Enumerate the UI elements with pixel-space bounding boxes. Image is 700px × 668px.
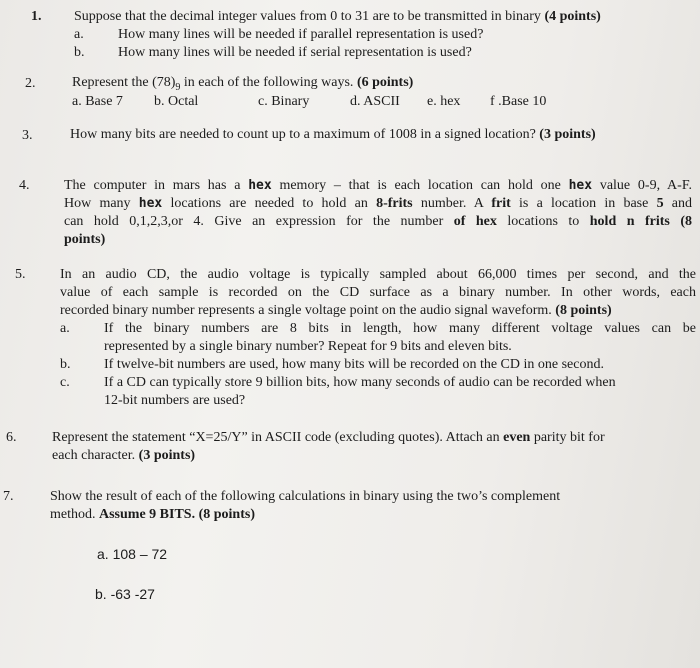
q7-line-1: Show the result of each of the following calculations in binary using the two’s complement bbox=[50, 489, 561, 504]
q4-l1-b: memory – that is each location can hold one bbox=[271, 178, 569, 193]
q2-number: 2. bbox=[25, 76, 36, 91]
q4-line-2 bbox=[64, 195, 692, 213]
q2-option-a: a. Base 7 bbox=[72, 94, 123, 109]
q4-l1-a: The computer in mars has a bbox=[64, 178, 249, 193]
q5-part-c bbox=[60, 374, 696, 410]
q4-l2-b: locations are needed to hold an bbox=[162, 196, 377, 211]
q2-option-c: c. Binary bbox=[258, 94, 310, 109]
q2-option-b: b. Octal bbox=[154, 94, 199, 109]
q4-base-five: 5 bbox=[656, 196, 664, 211]
q5-b-text: If twelve-bit numbers are used, how many bits will be recorded on the CD in one second. bbox=[104, 357, 604, 372]
q6-line-1 bbox=[52, 429, 605, 447]
q4-l3-b: locations to bbox=[496, 214, 590, 229]
q4-frits-term: 8-frits bbox=[376, 196, 413, 211]
q2-options bbox=[72, 93, 672, 111]
q1-b-text: How many lines will be needed if serial representation is used? bbox=[118, 45, 472, 60]
q5-c-label: c. bbox=[60, 375, 70, 390]
q6-points: (3 points) bbox=[138, 448, 196, 463]
q4-l2-e: and bbox=[663, 196, 692, 211]
q1-part-a bbox=[74, 26, 601, 44]
q7-block bbox=[50, 488, 560, 524]
q5-b-label: b. bbox=[60, 357, 71, 372]
q4-hex-term-3: hex bbox=[138, 196, 163, 211]
q1-text: Suppose that the decimal integer values from 0 to 31 are to be transmitted in binary bbox=[74, 9, 545, 24]
q5-block bbox=[60, 266, 696, 410]
q3-points: (3 points) bbox=[539, 127, 596, 142]
q4-hex-term-1: hex bbox=[248, 178, 272, 193]
q5-a-label: a. bbox=[60, 321, 70, 336]
q4-l2-a: How many bbox=[64, 196, 139, 211]
q7-l2-a: method. bbox=[50, 507, 99, 522]
q2-points: (6 points) bbox=[356, 75, 414, 90]
q5-a-line-2: represented by a single binary number? Repeat for 9 bits and eleven bits. bbox=[104, 339, 512, 354]
q5-l3-a: recorded binary number represents a single voltage point on the audio signal waveform. bbox=[60, 303, 556, 318]
q4-l3-a: can hold 0,1,2,3,or 4. Give an expression for the number bbox=[64, 214, 454, 229]
q4-line-1 bbox=[64, 177, 692, 195]
q5-line-3 bbox=[60, 302, 696, 320]
q4-number: 4. bbox=[19, 178, 30, 193]
q5-a-line-1: If the binary numbers are 8 bits in length, how many different voltage values can be bbox=[104, 321, 696, 336]
q4-block bbox=[64, 177, 692, 249]
q6-l1-a: Represent the statement “X=25/Y” in ASCII code (excluding quotes). Attach an bbox=[52, 430, 504, 445]
q1-part-b bbox=[74, 44, 601, 62]
q1-number: 1. bbox=[31, 9, 42, 24]
q1-prompt bbox=[74, 8, 601, 26]
q4-hold-n-frits: hold n frits bbox=[589, 214, 670, 229]
q4-l1-c: value 0-9, A-F. bbox=[592, 178, 692, 193]
q2-option-f: f .Base 10 bbox=[490, 94, 547, 109]
q1-b-label: b. bbox=[74, 45, 85, 60]
q4-l3-c: (8 bbox=[669, 214, 692, 229]
q3-prompt bbox=[70, 126, 596, 144]
q4-l2-d: is a location in base bbox=[510, 196, 657, 211]
q4-frit-term: frit bbox=[491, 196, 511, 211]
q6-even-term: even bbox=[503, 430, 531, 445]
q4-hex-term-2: hex bbox=[568, 178, 593, 193]
q4-line-4 bbox=[64, 231, 692, 249]
q5-line-2: value of each sample is recorded on the CD surface as a binary number. In other words, each bbox=[60, 285, 696, 300]
q5-points: (8 points) bbox=[555, 303, 612, 318]
q2-text-post: in each of the following ways. bbox=[180, 75, 357, 90]
q2-text-pre: Represent the (78) bbox=[72, 75, 176, 90]
q2-subscript: 9 bbox=[175, 81, 181, 93]
q6-l2-a: each character. bbox=[52, 448, 139, 463]
q7-line-2 bbox=[50, 506, 560, 524]
q5-c-line-2: 12-bit numbers are used? bbox=[104, 393, 246, 408]
q5-part-a bbox=[60, 320, 696, 356]
q7-number: 7. bbox=[3, 489, 14, 504]
q7-assume-bits: Assume 9 BITS. (8 points) bbox=[99, 507, 255, 522]
q5-part-b bbox=[60, 356, 696, 374]
q1-block bbox=[74, 8, 601, 62]
q5-c-line-1: If a CD can typically store 9 billion bits, how many seconds of audio can be recorded when bbox=[104, 375, 616, 390]
q6-l1-b: parity bit for bbox=[530, 430, 605, 445]
q4-line-3 bbox=[64, 213, 692, 231]
q2-option-d: d. ASCII bbox=[350, 94, 400, 109]
q5-line-1: In an audio CD, the audio voltage is typically sampled about 66,000 times per second, and the bbox=[60, 267, 696, 282]
q1-points: (4 points) bbox=[544, 9, 601, 24]
q1-a-text: How many lines will be needed if parallel representation is used? bbox=[118, 27, 484, 42]
q6-line-2 bbox=[52, 447, 605, 465]
q6-number: 6. bbox=[6, 430, 17, 445]
q4-points-end: points) bbox=[64, 232, 106, 247]
q7-part-b: b. -63 -27 bbox=[95, 586, 155, 602]
q6-block bbox=[52, 429, 605, 465]
q4-l2-c: number. A bbox=[412, 196, 492, 211]
q2-option-e: e. hex bbox=[427, 94, 461, 109]
q1-a-label: a. bbox=[74, 27, 84, 42]
q3-number: 3. bbox=[22, 128, 33, 143]
q5-number: 5. bbox=[15, 267, 26, 282]
q3-text: How many bits are needed to count up to a maximum of 1008 in a signed location? bbox=[70, 127, 540, 142]
q4-of-hex: of hex bbox=[453, 214, 497, 229]
q7-part-a: a. 108 – 72 bbox=[97, 546, 168, 562]
